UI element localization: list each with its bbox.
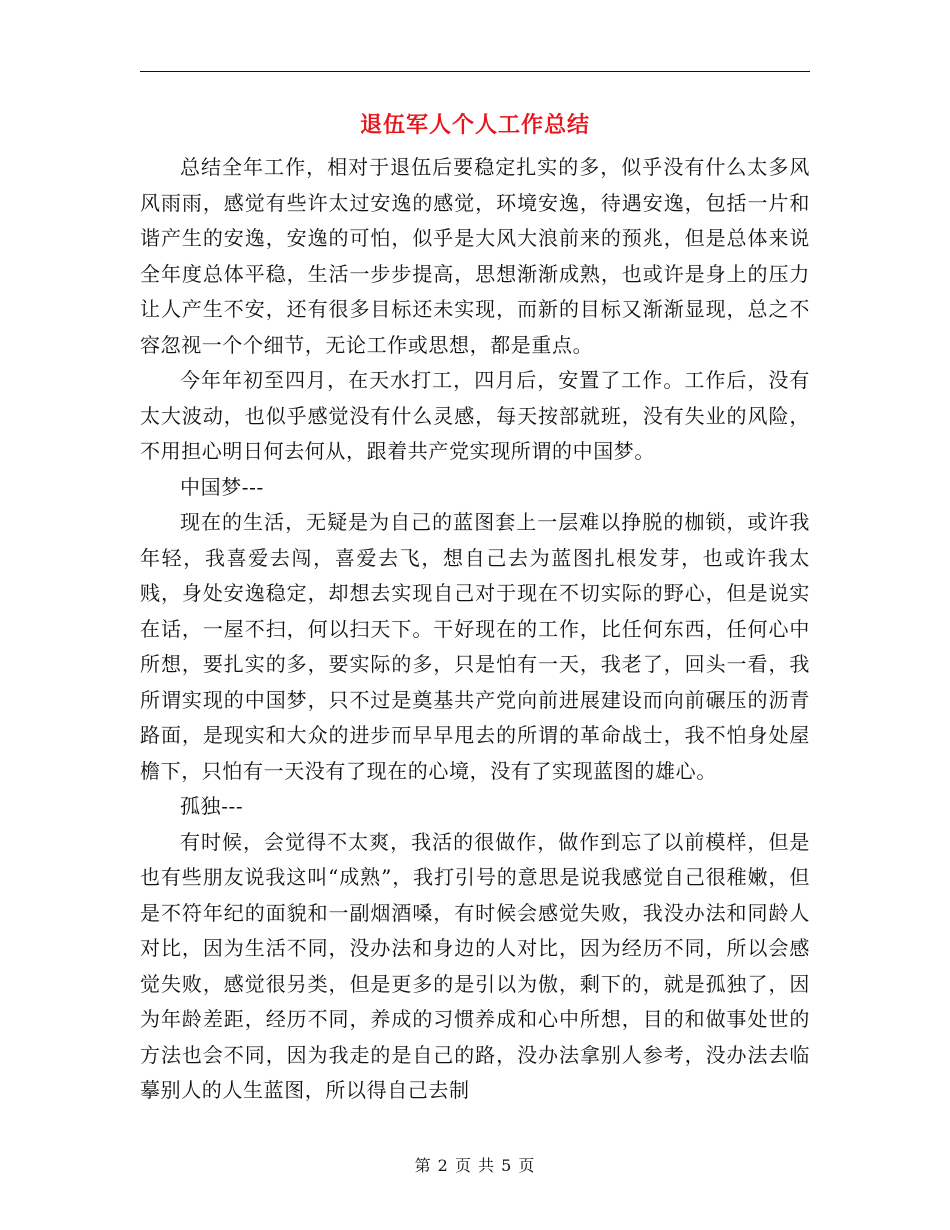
paragraph-loneliness: 有时候，会觉得不太爽，我活的很做作，做作到忘了以前模样，但是也有些朋友说我这叫“成熟”，我打引号的意思是说我感觉自己很稚嫩，但是不符年纪的面貌和一副烟酒嗓，有时候会感觉失败，我没办法和同龄人对比，因为生活不同，没办法和身边的人对比，因为经历不同，所以会感觉失败，感觉很另类，但是更多的是引以为傲，剩下的，就是孤独了，因为年龄差距，经历不同，养成的习惯养成和心中所想，目的和做事处世的方法也会不同，因为我走的是自己的路，没办法拿别人参考，没办法去临摹别人的人生蓝图，所以得自己去制: [140, 829, 810, 1102]
page-number-footer: 第 2 页 共 5 页: [414, 1156, 536, 1175]
document-title: 退伍军人个人工作总结: [359, 112, 590, 138]
paragraph-summary: 总结全年工作，相对于退伍后要稳定扎实的多，似乎没有什么太多风风雨雨，感觉有些许太过安逸的感觉，环境安逸，待遇安逸，包括一片和谐产生的安逸，安逸的可怕，似乎是大风大浪前来的预兆，但是总体来说全年度总体平稳，生活一步步提高，思想渐渐成熟，也或许是身上的压力让人产生不安，还有很多目标还未实现，而新的目标又渐渐显现，总之不容忽视一个个细节，无论工作或思想，都是重点。: [140, 155, 810, 357]
paragraph-work: 今年年初至四月，在天水打工，四月后，安置了工作。工作后，没有太大波动，也似乎感觉没有什么灵感，每天按部就班，没有失业的风险，不用担心明日何去何从，跟着共产党实现所谓的中国梦。: [140, 368, 810, 463]
document-body: [140, 150, 810, 1109]
header-rule: [140, 71, 810, 72]
section-heading-loneliness: 孤独---: [180, 794, 244, 818]
paragraph-chinese-dream: 现在的生活，无疑是为自己的蓝图套上一层难以挣脱的枷锁，或许我年轻，我喜爱去闯，喜爱去飞，想自己去为蓝图扎根发芽，也或许我太贱，身处安逸稳定，却想去实现自己对于现在不切实际的野心，但是说实在话，一屋不扫，何以扫天下。干好现在的工作，比任何东西，任何心中所想，要扎实的多，要实际的多，只是怕有一天，我老了，回头一看，我所谓实现的中国梦，只不过是奠基共产党向前进展建设而向前碾压的沥青路面，是现实和大众的进步而早早甩去的所谓的革命战士，我不怕身处屋檐下，只怕有一天没有了现在的心境，没有了实现蓝图的雄心。: [140, 510, 810, 783]
section-heading-chinese-dream: 中国梦---: [180, 474, 264, 499]
